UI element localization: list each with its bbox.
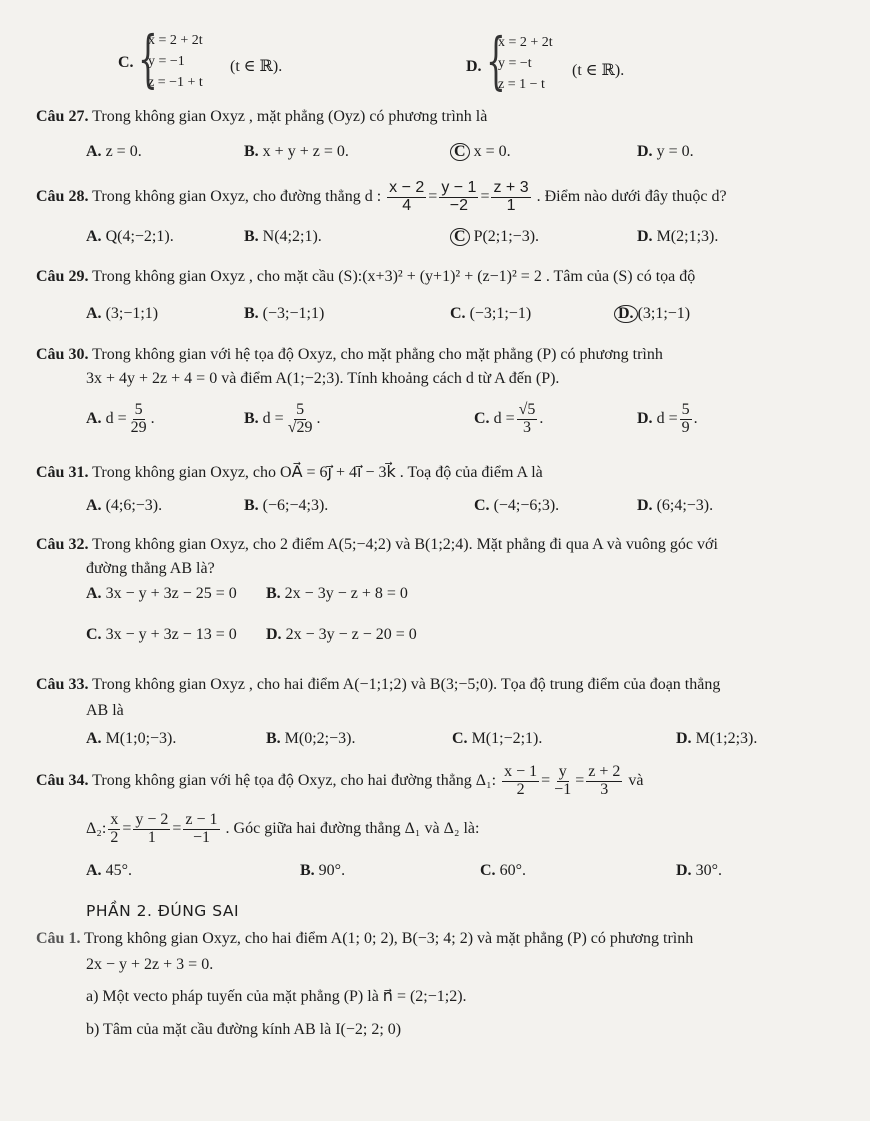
question-30-line-2: 3x + 4y + 2z + 4 = 0 và điểm A(1;−2;3). Tính khoảng cách d từ A đến (P).: [86, 370, 560, 387]
question-text: Trong không gian Oxyz, cho đường thẳng d :: [92, 187, 382, 205]
q30-option-b[interactable]: B. d = $\frac{5}{√29}$ .: [244, 401, 321, 436]
question-text: Trong không gian Oxyz , cho hai điểm A(−1;1;2) và B(3;−5;0). Tọa độ trung điểm của đoạn thẳng: [92, 676, 721, 693]
question-number: Câu 34.: [36, 771, 89, 789]
statement-a[interactable]: a) Một vecto pháp tuyến của mặt phẳng (P) là n⃗ = (2;−1;2).: [86, 988, 467, 1005]
q26-option-d-brace: {: [486, 24, 506, 97]
q30-option-c[interactable]: C. d = $\frac{√5}{3}$ .: [474, 401, 544, 436]
fraction: $\frac{√5}{3}$: [518, 401, 536, 436]
part2-question-1-line-2: 2x − y + 2z + 3 = 0.: [86, 956, 214, 973]
q26-option-c-condition: (t ∈ ℝ).: [230, 58, 283, 75]
question-number: Câu 33.: [36, 676, 89, 693]
q27-option-b[interactable]: B. x + y + z = 0.: [244, 143, 349, 160]
q34-option-b[interactable]: B. 90°.: [300, 862, 346, 879]
equation-line: y = −1: [148, 54, 185, 69]
equation-line: z = −1 + t: [148, 75, 203, 90]
selected-answer-circle: C: [450, 143, 470, 161]
fraction: $\frac{z - 1}{-1}$: [185, 811, 218, 846]
selected-answer-circle: D.: [614, 305, 638, 323]
question-text: Trong không gian với hệ tọa độ Oxyz, cho hai đường thẳng Δ₁:: [92, 771, 497, 789]
q30-option-d[interactable]: D. d = $\frac{5}{9}$ .: [637, 401, 698, 436]
q28-option-b[interactable]: B. N(4;2;1).: [244, 228, 322, 245]
equation-line: x = 2 + 2t: [498, 35, 553, 50]
equation-line: z = 1 − t: [498, 77, 545, 92]
q26-option-d-label[interactable]: D.: [466, 58, 482, 75]
question-number: Câu 1.: [36, 930, 81, 947]
q30-option-a[interactable]: A. d = $\frac{5}{29}$ .: [86, 401, 155, 436]
question-33-line-2: AB là: [86, 702, 124, 719]
fraction: $\frac{y - 1}{-2}$: [441, 179, 477, 214]
q26-option-d-condition: (t ∈ ℝ).: [572, 62, 625, 79]
q32-option-d[interactable]: D. 2x − 3y − z − 20 = 0: [266, 626, 417, 643]
q26-option-c-system: [148, 30, 203, 93]
question-33: [36, 676, 720, 694]
q27-option-a[interactable]: A. z = 0.: [86, 143, 142, 160]
fraction: $\frac{x - 2}{4}$: [389, 179, 425, 214]
question-30: [36, 346, 663, 364]
question-number: Câu 32.: [36, 536, 89, 553]
q29-option-b[interactable]: B. (−3;−1;1): [244, 305, 325, 322]
question-text: Trong không gian Oxyz, cho hai điểm A(1; 0; 2), B(−3; 4; 2) và mặt phẳng (P) có phương trình: [84, 930, 694, 947]
fraction: $\frac{5}{29}$: [130, 401, 147, 436]
selected-answer-circle: C: [450, 228, 470, 246]
question-31: [36, 462, 543, 482]
question-29: [36, 268, 695, 286]
equation-line: x = 2 + 2t: [148, 33, 203, 48]
q31-option-a[interactable]: A. (4;6;−3).: [86, 497, 163, 514]
question-32-line-2: đường thẳng AB là?: [86, 560, 215, 577]
question-number: Câu 27.: [36, 108, 89, 125]
q31-option-b[interactable]: B. (−6;−4;3).: [244, 497, 329, 514]
question-34: Câu 34. Trong không gian với hệ tọa độ Oxyz, cho hai đường thẳng Δ₁: $\frac{x - 1}{2}$ = $\frac{y}{-1}$ = $\frac{z + 2}{3}$ và: [36, 763, 644, 798]
statement-b[interactable]: b) Tâm của mặt cầu đường kính AB là I(−2; 2; 0): [86, 1021, 402, 1038]
part2-question-1: [36, 930, 693, 948]
question-text: Trong không gian Oxyz, cho 2 điểm A(5;−4;2) và B(1;2;4). Mặt phẳng đi qua A và vuông góc với: [92, 536, 718, 553]
q28-option-d[interactable]: D. M(2;1;3).: [637, 228, 719, 245]
q33-option-c[interactable]: C. M(1;−2;1).: [452, 730, 543, 747]
q34-option-a[interactable]: A. 45°.: [86, 862, 132, 879]
question-32: [36, 536, 718, 554]
section-heading: PHẦN 2. ĐÚNG SAI: [86, 902, 240, 920]
fraction: $\frac{x}{2}$: [110, 811, 119, 846]
q31-option-c[interactable]: C. (−4;−6;3).: [474, 497, 560, 514]
fraction: $\frac{5}{√29}$: [287, 401, 313, 436]
q32-option-a[interactable]: A. 3x − y + 3z − 25 = 0: [86, 585, 237, 602]
fraction: $\frac{z + 3}{1}$: [493, 179, 529, 214]
question-number: Câu 30.: [36, 346, 89, 363]
fraction: $\frac{5}{9}$: [681, 401, 690, 436]
question-number: Câu 31.: [36, 464, 89, 481]
question-34-line-2: Δ₂: $\frac{x}{2}$ = $\frac{y - 2}{1}$ = $\frac{z - 1}{-1}$ . Góc giữa hai đường thẳng Δ₁ và Δ₂ là:: [86, 811, 480, 846]
q34-option-c[interactable]: C. 60°.: [480, 862, 526, 879]
fraction: $\frac{z + 2}{3}$: [588, 763, 621, 798]
question-text: Trong không gian Oxyz , cho mặt cầu (S):(x+3)² + (y+1)² + (z−1)² = 2 . Tâm của (S) có tọa độ: [92, 268, 696, 285]
q27-option-c[interactable]: C x = 0.: [450, 143, 511, 161]
q33-option-d[interactable]: D. M(1;2;3).: [676, 730, 758, 747]
q34-option-d[interactable]: D. 30°.: [676, 862, 722, 879]
fraction: $\frac{y - 2}{1}$: [135, 811, 169, 846]
q26-option-d-system: [498, 32, 553, 95]
question-27: [36, 108, 487, 126]
question-28: Câu 28. Trong không gian Oxyz, cho đường thẳng d : $\frac{x - 2}{4}$ = $\frac{y - 1}{-2}$ = $\frac{z + 3}{1}$ . Điểm nào dưới đây thuộc d?: [36, 179, 727, 214]
q29-option-a[interactable]: A. (3;−1;1): [86, 305, 159, 322]
q26-option-c-label[interactable]: C.: [118, 54, 134, 71]
q32-option-b[interactable]: B. 2x − 3y − z + 8 = 0: [266, 585, 408, 602]
q32-option-c[interactable]: C. 3x − y + 3z − 13 = 0: [86, 626, 237, 643]
q26-option-c-brace: {: [138, 22, 158, 95]
q31-option-d[interactable]: D. (6;4;−3).: [637, 497, 714, 514]
q33-option-b[interactable]: B. M(0;2;−3).: [266, 730, 356, 747]
question-text: Trong không gian Oxyz, cho OA⃗ = 6j⃗ + 4i⃗ − 3k⃗ . Toạ độ của điểm A là: [92, 464, 543, 481]
q28-option-a[interactable]: A. Q(4;−2;1).: [86, 228, 174, 245]
q27-option-d[interactable]: D. y = 0.: [637, 143, 694, 160]
question-number: Câu 29.: [36, 268, 89, 285]
q28-option-c[interactable]: C P(2;1;−3).: [450, 228, 539, 246]
q29-option-d[interactable]: D. (3;1;−1): [614, 305, 690, 323]
q33-option-a[interactable]: A. M(1;0;−3).: [86, 730, 177, 747]
question-text: Trong không gian Oxyz , mặt phẳng (Oyz) có phương trình là: [92, 108, 488, 125]
question-number: Câu 28.: [36, 187, 89, 205]
question-text: Trong không gian với hệ tọa độ Oxyz, cho mặt phẳng cho mặt phẳng (P) có phương trình: [92, 346, 663, 363]
q29-option-c[interactable]: C. (−3;1;−1): [450, 305, 532, 322]
equation-line: y = −t: [498, 56, 532, 71]
fraction: $\frac{x - 1}{2}$: [504, 763, 538, 798]
fraction: $\frac{y}{-1}$: [554, 763, 572, 798]
